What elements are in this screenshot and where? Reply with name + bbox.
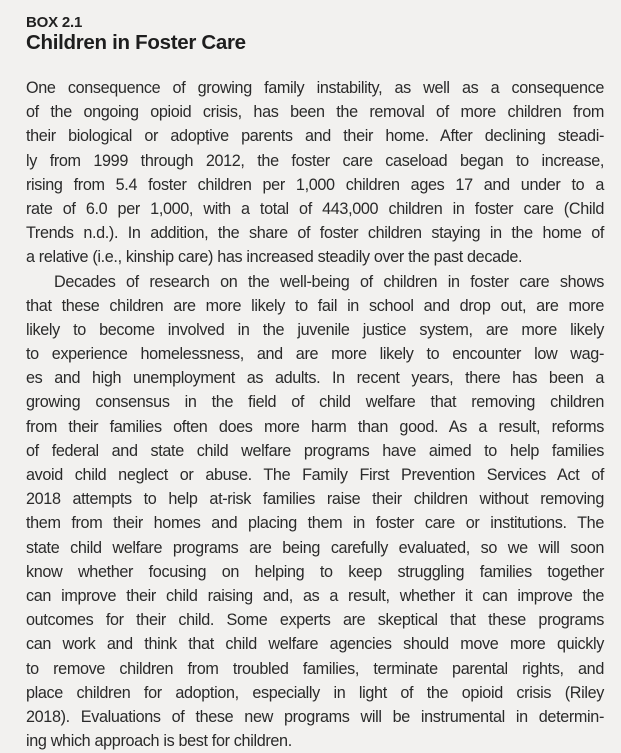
- text-line: rate of 6.0 per 1,000, with a total of 443,000 children in foster care (Child: [26, 197, 604, 221]
- text-line: them from their homes and placing them in foster care or institutions. The: [26, 511, 604, 535]
- text-line: from their families often does more harm than good. As a result, reforms: [26, 415, 604, 439]
- text-line: place children for adoption, especially in light of the opioid crisis (Riley: [26, 681, 604, 705]
- text-line: ing which approach is best for children.: [26, 729, 604, 753]
- text-line: Trends n.d.). In addition, the share of foster children staying in the home of: [26, 221, 604, 245]
- text-line: growing consensus in the field of child welfare that removing children: [26, 390, 604, 414]
- box-body: [26, 76, 604, 753]
- text-line: state child welfare programs are being carefully evaluated, so we will soon: [26, 536, 604, 560]
- text-line: 2018 attempts to help at-risk families raise their children without removing: [26, 487, 604, 511]
- box-title: Children in Foster Care: [26, 31, 246, 55]
- text-line: to experience homelessness, and are more likely to encounter low wag-: [26, 342, 604, 366]
- text-line: of federal and state child welfare programs have aimed to help families: [26, 439, 604, 463]
- text-line: avoid child neglect or abuse. The Family First Prevention Services Act of: [26, 463, 604, 487]
- text-line: Decades of research on the well-being of children in foster care shows: [26, 270, 604, 294]
- text-line: rising from 5.4 foster children per 1,000 children ages 17 and under to a: [26, 173, 604, 197]
- text-line: likely to become involved in the juvenile justice system, are more likely: [26, 318, 604, 342]
- text-line: outcomes for their child. Some experts are skeptical that these programs: [26, 608, 604, 632]
- text-line: of the ongoing opioid crisis, has been the removal of more children from: [26, 100, 604, 124]
- text-line: es and high unemployment as adults. In recent years, there has been a: [26, 366, 604, 390]
- text-line: that these children are more likely to fail in school and drop out, are more: [26, 294, 604, 318]
- text-line: One consequence of growing family instability, as well as a consequence: [26, 76, 604, 100]
- paragraph-1: [26, 76, 604, 270]
- text-line: 2018). Evaluations of these new programs will be instrumental in determin-: [26, 705, 604, 729]
- text-line: can improve their child raising and, as a result, whether it can improve the: [26, 584, 604, 608]
- text-line: can work and think that child welfare agencies should move more quickly: [26, 632, 604, 656]
- paragraph-2: [26, 270, 604, 753]
- text-line: to remove children from troubled families, terminate parental rights, and: [26, 657, 604, 681]
- text-line: ly from 1999 through 2012, the foster care caseload began to increase,: [26, 149, 604, 173]
- text-line: a relative (i.e., kinship care) has increased steadily over the past decade.: [26, 245, 604, 269]
- box-label: BOX 2.1: [26, 14, 82, 31]
- text-line: know whether focusing on helping to keep struggling families together: [26, 560, 604, 584]
- text-line: their biological or adoptive parents and their home. After declining steadi-: [26, 124, 604, 148]
